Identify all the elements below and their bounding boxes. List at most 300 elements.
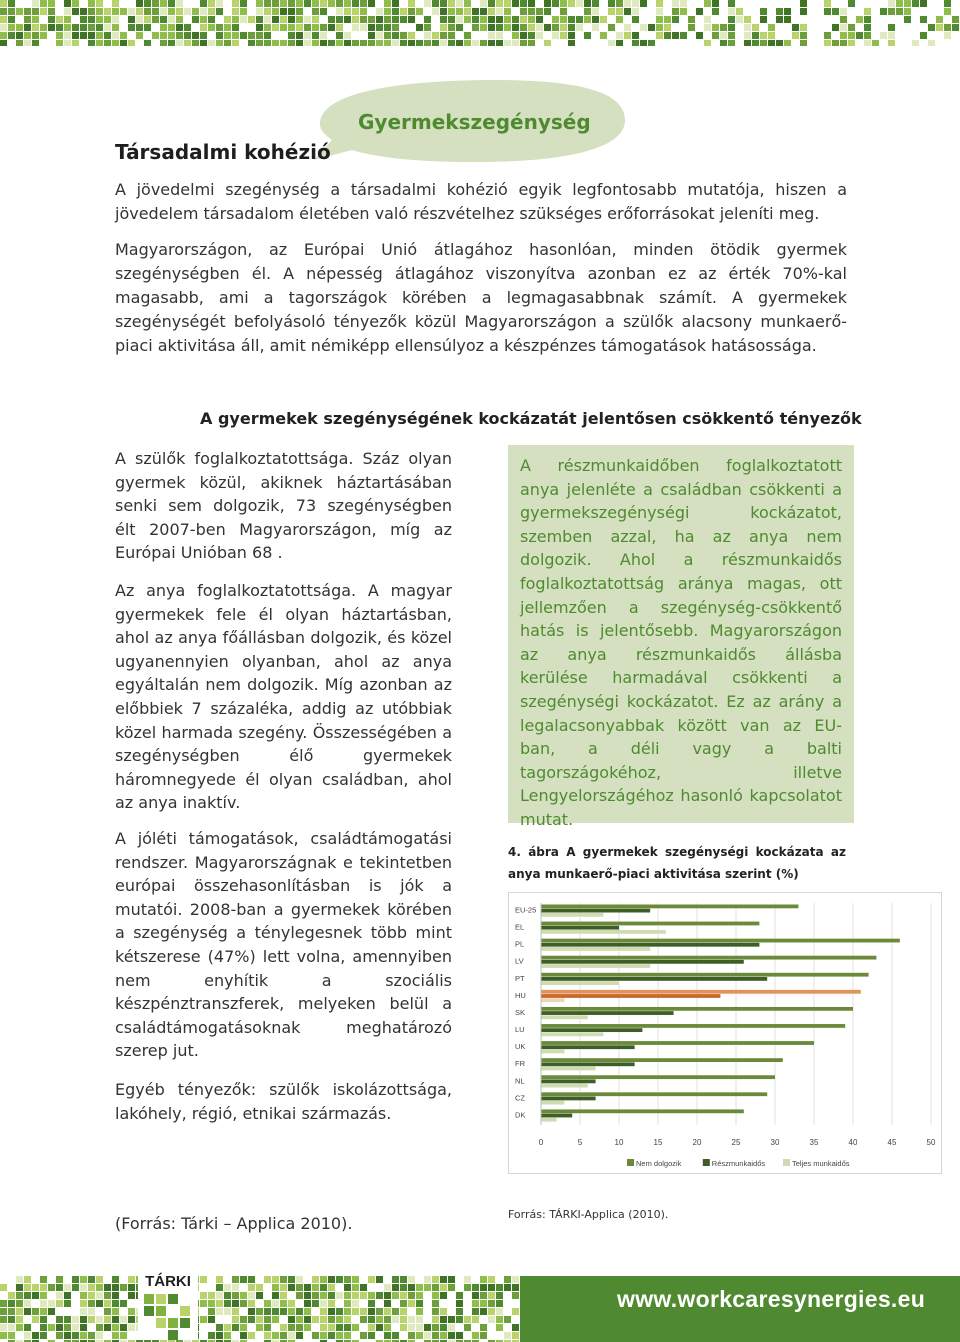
- band-pixel: [632, 0, 639, 7]
- band-pixel: [496, 32, 503, 39]
- bar-CZ-1: [541, 1097, 596, 1101]
- footer-url[interactable]: www.workcaresynergies.eu: [617, 1286, 926, 1312]
- band-pixel: [360, 16, 367, 23]
- band-pixel: [592, 24, 599, 31]
- band-pixel: [376, 1316, 383, 1323]
- band-pixel: [456, 1292, 463, 1299]
- band-pixel: [56, 24, 63, 31]
- band-pixel: [344, 40, 351, 46]
- band-pixel: [272, 1276, 279, 1283]
- band-pixel: [728, 24, 735, 31]
- band-pixel: [432, 1276, 439, 1283]
- band-pixel: [408, 1292, 415, 1299]
- band-pixel: [384, 16, 391, 23]
- band-pixel: [208, 24, 215, 31]
- band-pixel: [400, 1284, 407, 1291]
- band-pixel: [224, 1292, 231, 1299]
- band-pixel: [208, 1332, 215, 1339]
- band-pixel: [256, 0, 263, 7]
- band-pixel: [496, 16, 503, 23]
- band-pixel: [56, 1300, 63, 1307]
- intro-paragraph-1: A jövedelmi szegénység a társadalmi kohézió egyik legfontosabb mutatója, hiszen a jövedelem társadalom életében való részvételhez szükséges erőforrásokat jeleníti meg.: [115, 180, 847, 223]
- band-pixel: [256, 40, 263, 46]
- band-pixel: [520, 24, 527, 31]
- band-pixel: [112, 1292, 119, 1299]
- band-pixel: [456, 16, 463, 23]
- highlight-box-text: A részmunkaidőben foglalkoztatott anya jelenléte a családban csökkenti a gyermekszegénységi kockázatot, szemben azzal, ha az anya nem dolgozik. Ahol a részmunkaidős foglalkoztatottság aránya magas, ott jellemzően a szegénység-csökkentő hatás is jelentősebb. Magyarországon az anya részmunkaidős állásba kerülése harmadával csökkenti a szegénységi kockázatot. Ez az arány a legalacsonyabbak között van az EU-ban, a déli vagy a balti tagországokéhoz, illetve Lengyelországéhoz hasonló kapcsolatot mutat.: [520, 456, 842, 829]
- band-pixel: [616, 16, 623, 23]
- band-pixel: [176, 32, 183, 39]
- band-pixel: [136, 32, 143, 39]
- band-pixel: [0, 1316, 7, 1323]
- band-pixel: [16, 1276, 23, 1283]
- band-pixel: [488, 8, 495, 15]
- band-pixel: [680, 0, 687, 7]
- source-left: (Forrás: Tárki – Applica 2010).: [115, 1214, 353, 1233]
- band-pixel: [192, 16, 199, 23]
- band-pixel: [72, 24, 79, 31]
- band-pixel: [72, 0, 79, 7]
- band-pixel: [496, 1300, 503, 1307]
- band-pixel: [144, 8, 151, 15]
- band-pixel: [24, 1332, 31, 1339]
- band-pixel: [64, 24, 71, 31]
- band-pixel: [304, 1300, 311, 1307]
- band-pixel: [448, 40, 455, 46]
- band-pixel: [296, 8, 303, 15]
- band-pixel: [552, 24, 559, 31]
- x-tick-label: 0: [538, 1138, 544, 1147]
- band-pixel: [416, 1308, 423, 1315]
- figure-source: Forrás: TÁRKI-Applica (2010).: [508, 1208, 669, 1221]
- band-pixel: [384, 1284, 391, 1291]
- band-pixel: [128, 16, 135, 23]
- band-pixel: [24, 1308, 31, 1315]
- band-pixel: [64, 1292, 71, 1299]
- band-pixel: [576, 16, 583, 23]
- band-pixel: [24, 1300, 31, 1307]
- band-pixel: [208, 16, 215, 23]
- band-pixel: [160, 40, 167, 46]
- band-pixel: [912, 0, 919, 7]
- band-pixel: [344, 32, 351, 39]
- band-pixel: [432, 40, 439, 46]
- band-pixel: [488, 24, 495, 31]
- bar-NL-2: [541, 1084, 588, 1088]
- band-pixel: [856, 16, 863, 23]
- band-pixel: [336, 1308, 343, 1315]
- band-pixel: [296, 1324, 303, 1331]
- band-pixel: [472, 1316, 479, 1323]
- band-pixel: [448, 1316, 455, 1323]
- band-pixel: [256, 24, 263, 31]
- band-pixel: [352, 40, 359, 46]
- bar-FR-1: [541, 1062, 635, 1066]
- band-pixel: [896, 8, 903, 15]
- band-pixel: [272, 24, 279, 31]
- band-pixel: [608, 40, 615, 46]
- band-pixel: [8, 1308, 15, 1315]
- band-pixel: [352, 0, 359, 7]
- band-pixel: [400, 16, 407, 23]
- band-pixel: [72, 32, 79, 39]
- band-pixel: [744, 24, 751, 31]
- band-pixel: [88, 8, 95, 15]
- bubble-title: Gyermekszegénység: [358, 110, 591, 134]
- band-pixel: [112, 1308, 119, 1315]
- intro-paragraph-2: Magyarországon, az Európai Unió átlagához hasonlóan, minden ötödik gyermek szegénységben él. A népesség átlagához viszonyítva azonban ez az érték 70%-kal magasabb, ami a tagországok körében a legmagasabbnak számít. A gyermekek szegénységét befolyásoló tényezők közül Magyarországon a szülők alacsony munkaerő-piaci aktivitása áll, amit némiképp ellensúlyoz a készpénzes támogatások hatásossága.: [115, 240, 847, 355]
- bar-FR-2: [541, 1067, 596, 1071]
- top-band-graphic: [0, 0, 960, 46]
- band-pixel: [312, 1332, 319, 1339]
- band-pixel: [944, 32, 951, 39]
- band-pixel: [328, 24, 335, 31]
- band-pixel: [80, 1308, 87, 1315]
- band-pixel: [248, 1292, 255, 1299]
- band-pixel: [312, 0, 319, 7]
- band-pixel: [528, 40, 535, 46]
- band-pixel: [512, 32, 519, 39]
- band-pixel: [264, 8, 271, 15]
- band-pixel: [480, 24, 487, 31]
- band-pixel: [104, 1284, 111, 1291]
- band-pixel: [296, 1316, 303, 1323]
- band-pixel: [512, 1292, 519, 1299]
- band-pixel: [32, 8, 39, 15]
- band-pixel: [216, 40, 223, 46]
- band-pixel: [120, 1316, 127, 1323]
- band-pixel: [936, 16, 943, 23]
- band-pixel: [376, 32, 383, 39]
- band-pixel: [376, 16, 383, 23]
- band-pixel: [272, 1300, 279, 1307]
- legend-label: Teljes munkaidős: [792, 1159, 850, 1168]
- bar-EU-25-0: [541, 905, 798, 909]
- band-pixel: [240, 1292, 247, 1299]
- band-pixel: [336, 1316, 343, 1323]
- band-pixel: [392, 32, 399, 39]
- band-pixel: [56, 1276, 63, 1283]
- band-pixel: [400, 1324, 407, 1331]
- band-pixel: [448, 1284, 455, 1291]
- band-pixel: [80, 8, 87, 15]
- band-pixel: [32, 1284, 39, 1291]
- band-pixel: [200, 32, 207, 39]
- band-pixel: [704, 24, 711, 31]
- band-pixel: [312, 40, 319, 46]
- band-pixel: [736, 16, 743, 23]
- band-pixel: [472, 24, 479, 31]
- band-pixel: [96, 0, 103, 7]
- bar-LU-1: [541, 1028, 642, 1032]
- band-pixel: [472, 1308, 479, 1315]
- band-pixel: [272, 1292, 279, 1299]
- band-pixel: [144, 24, 151, 31]
- band-pixel: [632, 16, 639, 23]
- band-pixel: [400, 1316, 407, 1323]
- band-pixel: [888, 8, 895, 15]
- band-pixel: [480, 1276, 487, 1283]
- band-pixel: [64, 8, 71, 15]
- band-pixel: [224, 1300, 231, 1307]
- band-pixel: [40, 1284, 47, 1291]
- band-pixel: [96, 1276, 103, 1283]
- band-pixel: [176, 8, 183, 15]
- band-pixel: [192, 40, 199, 46]
- figure-caption: 4. ábra A gyermekek szegénységi kockázata az anya munkaerő-piaci aktivitása szerint (%): [508, 845, 846, 881]
- band-pixel: [320, 1292, 327, 1299]
- band-pixel: [48, 0, 55, 7]
- band-pixel: [256, 1284, 263, 1291]
- band-pixel: [240, 1332, 247, 1339]
- band-pixel: [0, 1324, 7, 1331]
- band-pixel: [416, 1284, 423, 1291]
- band-pixel: [392, 1316, 399, 1323]
- band-pixel: [248, 1316, 255, 1323]
- band-pixel: [680, 8, 687, 15]
- bar-HU-1: [541, 994, 720, 998]
- band-pixel: [216, 1308, 223, 1315]
- band-pixel: [328, 1308, 335, 1315]
- svg-text:TÁRKI: TÁRKI: [145, 1273, 191, 1290]
- band-pixel: [240, 0, 247, 7]
- band-pixel: [96, 1292, 103, 1299]
- band-pixel: [88, 16, 95, 23]
- x-tick-label: 30: [770, 1138, 780, 1147]
- band-pixel: [32, 1316, 39, 1323]
- band-pixel: [408, 1284, 415, 1291]
- band-pixel: [48, 1324, 55, 1331]
- band-pixel: [464, 1316, 471, 1323]
- band-pixel: [256, 1316, 263, 1323]
- band-pixel: [728, 16, 735, 23]
- band-pixel: [72, 1324, 79, 1331]
- band-pixel: [152, 16, 159, 23]
- band-pixel: [40, 32, 47, 39]
- band-pixel: [200, 1292, 207, 1299]
- band-pixel: [640, 0, 647, 7]
- band-pixel: [208, 1308, 215, 1315]
- band-pixel: [472, 8, 479, 15]
- band-pixel: [432, 1284, 439, 1291]
- band-pixel: [368, 1300, 375, 1307]
- band-pixel: [544, 40, 551, 46]
- band-pixel: [264, 32, 271, 39]
- band-pixel: [608, 8, 615, 15]
- bar-LV-0: [541, 956, 876, 960]
- band-pixel: [32, 1332, 39, 1339]
- band-pixel: [672, 8, 679, 15]
- band-pixel: [648, 24, 655, 31]
- band-pixel: [144, 40, 151, 46]
- band-pixel: [344, 1332, 351, 1339]
- band-pixel: [656, 32, 663, 39]
- band-pixel: [336, 1332, 343, 1339]
- band-pixel: [168, 0, 175, 7]
- band-pixel: [440, 0, 447, 7]
- band-pixel: [456, 1316, 463, 1323]
- band-pixel: [320, 1276, 327, 1283]
- band-pixel: [488, 1300, 495, 1307]
- band-pixel: [216, 8, 223, 15]
- band-pixel: [528, 0, 535, 7]
- band-pixel: [568, 32, 575, 39]
- band-pixel: [8, 24, 15, 31]
- band-pixel: [672, 16, 679, 23]
- band-pixel: [544, 0, 551, 7]
- band-pixel: [248, 32, 255, 39]
- band-pixel: [184, 40, 191, 46]
- band-pixel: [400, 1276, 407, 1283]
- band-pixel: [112, 16, 119, 23]
- band-pixel: [280, 1308, 287, 1315]
- category-label: UK: [515, 1042, 526, 1052]
- band-pixel: [744, 40, 751, 46]
- band-pixel: [448, 1332, 455, 1339]
- band-pixel: [728, 40, 735, 46]
- band-pixel: [784, 40, 791, 46]
- band-pixel: [536, 32, 543, 39]
- band-pixel: [120, 1324, 127, 1331]
- band-pixel: [488, 32, 495, 39]
- band-pixel: [232, 0, 239, 7]
- band-pixel: [320, 32, 327, 39]
- band-pixel: [512, 24, 519, 31]
- band-pixel: [720, 32, 727, 39]
- band-pixel: [80, 24, 87, 31]
- band-pixel: [328, 1284, 335, 1291]
- band-pixel: [424, 1276, 431, 1283]
- band-pixel: [416, 1324, 423, 1331]
- band-pixel: [696, 8, 703, 15]
- band-pixel: [800, 32, 807, 39]
- band-pixel: [304, 1284, 311, 1291]
- bar-CZ-0: [541, 1092, 767, 1096]
- band-pixel: [168, 8, 175, 15]
- band-pixel: [240, 1316, 247, 1323]
- band-pixel: [472, 40, 479, 46]
- band-pixel: [280, 1276, 287, 1283]
- band-pixel: [32, 1292, 39, 1299]
- band-pixel: [448, 8, 455, 15]
- band-pixel: [704, 16, 711, 23]
- band-pixel: [648, 40, 655, 46]
- band-pixel: [384, 32, 391, 39]
- category-label: LU: [515, 1025, 525, 1035]
- band-pixel: [336, 0, 343, 7]
- band-pixel: [8, 1300, 15, 1307]
- band-pixel: [312, 24, 319, 31]
- band-pixel: [40, 24, 47, 31]
- band-pixel: [632, 32, 639, 39]
- bar-FR-0: [541, 1058, 783, 1062]
- band-pixel: [216, 32, 223, 39]
- band-pixel: [0, 40, 7, 46]
- band-pixel: [40, 1300, 47, 1307]
- band-pixel: [320, 1324, 327, 1331]
- legend-label: Nem dolgozik: [636, 1159, 682, 1168]
- band-pixel: [224, 1284, 231, 1291]
- band-pixel: [24, 32, 31, 39]
- band-pixel: [504, 0, 511, 7]
- bar-EU-25-1: [541, 909, 650, 913]
- band-pixel: [232, 1284, 239, 1291]
- bar-PT-0: [541, 973, 869, 977]
- band-pixel: [440, 1316, 447, 1323]
- band-pixel: [216, 1284, 223, 1291]
- band-pixel: [376, 1308, 383, 1315]
- band-pixel: [752, 24, 759, 31]
- band-pixel: [344, 1292, 351, 1299]
- band-pixel: [584, 0, 591, 7]
- band-pixel: [120, 1332, 127, 1339]
- band-pixel: [472, 1292, 479, 1299]
- band-pixel: [384, 1308, 391, 1315]
- band-pixel: [80, 32, 87, 39]
- band-pixel: [64, 32, 71, 39]
- band-pixel: [824, 0, 831, 7]
- band-pixel: [360, 0, 367, 7]
- band-pixel: [56, 1284, 63, 1291]
- band-pixel: [16, 24, 23, 31]
- band-pixel: [152, 0, 159, 7]
- band-pixel: [264, 0, 271, 7]
- band-pixel: [904, 8, 911, 15]
- band-pixel: [184, 32, 191, 39]
- band-pixel: [80, 1284, 87, 1291]
- band-pixel: [232, 1276, 239, 1283]
- bar-EU-25-2: [541, 913, 603, 917]
- bar-PL-1: [541, 943, 759, 947]
- band-pixel: [16, 1300, 23, 1307]
- band-pixel: [512, 0, 519, 7]
- bar-DK-2: [541, 1118, 557, 1122]
- band-pixel: [304, 1308, 311, 1315]
- band-pixel: [384, 1332, 391, 1339]
- band-pixel: [256, 1292, 263, 1299]
- band-pixel: [272, 1316, 279, 1323]
- band-pixel: [176, 0, 183, 7]
- band-pixel: [200, 16, 207, 23]
- band-pixel: [520, 8, 527, 15]
- band-pixel: [504, 1316, 511, 1323]
- band-pixel: [112, 40, 119, 46]
- band-pixel: [296, 16, 303, 23]
- category-label: EU-25: [515, 905, 537, 915]
- band-pixel: [240, 1324, 247, 1331]
- band-pixel: [376, 40, 383, 46]
- band-pixel: [616, 8, 623, 15]
- band-pixel: [224, 1332, 231, 1339]
- band-pixel: [160, 0, 167, 7]
- band-pixel: [864, 40, 871, 46]
- bar-PT-1: [541, 977, 767, 981]
- band-pixel: [424, 16, 431, 23]
- band-pixel: [408, 16, 415, 23]
- bar-HU-0: [541, 990, 861, 994]
- band-pixel: [0, 1332, 7, 1339]
- band-pixel: [400, 1308, 407, 1315]
- band-pixel: [104, 24, 111, 31]
- band-pixel: [568, 24, 575, 31]
- band-pixel: [656, 0, 663, 7]
- band-pixel: [392, 1308, 399, 1315]
- band-pixel: [104, 32, 111, 39]
- band-pixel: [520, 40, 527, 46]
- band-pixel: [736, 8, 743, 15]
- band-pixel: [424, 40, 431, 46]
- band-pixel: [384, 1300, 391, 1307]
